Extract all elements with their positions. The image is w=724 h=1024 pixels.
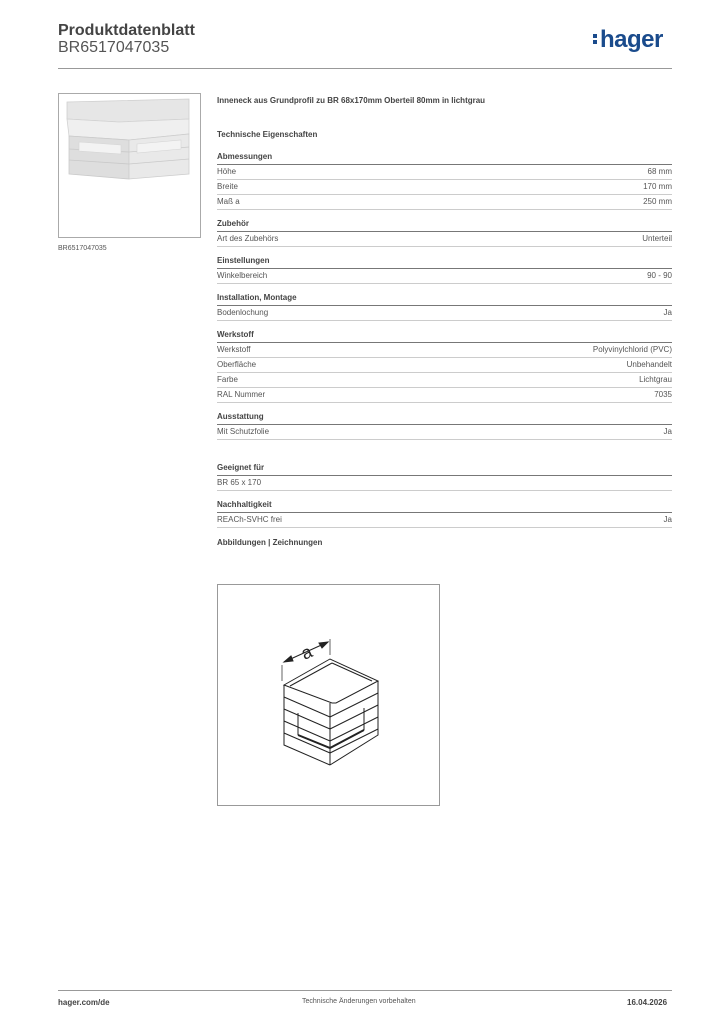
product-thumbnail — [58, 93, 201, 238]
dimension-label: a — [298, 641, 316, 664]
spec-row — [217, 269, 672, 284]
spec-value: 7035 — [654, 390, 672, 399]
spec-content — [217, 96, 672, 552]
spec-row — [217, 358, 672, 373]
spec-value: Ja — [663, 515, 672, 524]
spec-value: Ja — [663, 308, 672, 317]
technical-properties-heading: Technische Eigenschaften — [217, 130, 318, 139]
section-accessory — [217, 219, 672, 247]
section-settings — [217, 256, 672, 284]
section-title: Ausstattung — [217, 412, 672, 425]
section-equipment — [217, 412, 672, 440]
section-title: Installation, Montage — [217, 293, 672, 306]
spec-label: RAL Nummer — [217, 390, 266, 399]
footer-divider — [58, 990, 672, 991]
spec-value: Unterteil — [642, 234, 672, 243]
page-title: Produktdatenblatt — [58, 22, 195, 39]
footer-website-link[interactable]: hager.com/de — [58, 998, 110, 1007]
section-title: Einstellungen — [217, 256, 672, 269]
technical-drawing — [217, 584, 440, 806]
logo-text: hager — [600, 26, 663, 53]
spec-value: 170 mm — [643, 182, 672, 191]
spec-value: Lichtgrau — [639, 375, 672, 384]
section-sustainability — [217, 500, 672, 528]
spec-label: Werkstoff — [217, 345, 251, 354]
spec-label: Farbe — [217, 375, 238, 384]
spec-row — [217, 373, 672, 388]
product-number: BR6517047035 — [58, 39, 170, 56]
corner-drawing-icon — [218, 585, 439, 805]
product-photo-icon — [59, 94, 200, 237]
spec-row — [217, 232, 672, 247]
spec-row — [217, 180, 672, 195]
section-title: Nachhaltigkeit — [217, 500, 672, 513]
spec-label: Maß a — [217, 197, 240, 206]
spec-value: 250 mm — [643, 197, 672, 206]
spec-label: Breite — [217, 182, 238, 191]
spec-value: Unbehandelt — [626, 360, 672, 369]
spec-row — [217, 388, 672, 403]
spec-row — [217, 343, 672, 358]
spec-row — [217, 195, 672, 210]
spec-row — [217, 165, 672, 180]
spec-label: BR 65 x 170 — [217, 478, 262, 487]
hager-logo — [593, 26, 663, 54]
spec-label: Oberfläche — [217, 360, 257, 369]
spec-label: Bodenlochung — [217, 308, 269, 317]
section-installation — [217, 293, 672, 321]
spec-label: Winkelbereich — [217, 271, 268, 280]
header-divider — [58, 68, 672, 69]
spec-row — [217, 476, 672, 491]
section-title: Werkstoff — [217, 330, 672, 343]
spec-value: Ja — [663, 427, 672, 436]
section-suitable-for — [217, 463, 672, 491]
section-material — [217, 330, 672, 403]
footer-date: 16.04.2026 — [627, 998, 668, 1007]
spec-label: Höhe — [217, 167, 237, 176]
spec-row — [217, 513, 672, 528]
product-description: Inneneck aus Grundprofil zu BR 68x170mm Oberteil 80mm in lichtgrau — [217, 96, 486, 105]
section-dimensions — [217, 152, 672, 210]
section-title: Abmessungen — [217, 152, 672, 165]
drawings-heading: Abbildungen | Zeichnungen — [217, 538, 323, 547]
spacer — [217, 449, 672, 463]
spec-label: Art des Zubehörs — [217, 234, 279, 243]
spec-value: Polyvinylchlorid (PVC) — [592, 345, 672, 354]
spec-row — [217, 306, 672, 321]
footer-disclaimer: Technische Änderungen vorbehalten — [302, 998, 416, 1005]
thumbnail-caption: BR6517047035 — [58, 245, 107, 252]
spec-label: Mit Schutzfolie — [217, 427, 270, 436]
spec-value: 90 - 90 — [647, 271, 672, 280]
section-title: Geeignet für — [217, 463, 672, 476]
spec-label: REACh-SVHC frei — [217, 515, 282, 524]
logo-dots-icon — [593, 32, 598, 46]
spec-value: 68 mm — [647, 167, 672, 176]
spec-row — [217, 425, 672, 440]
section-title: Zubehör — [217, 219, 672, 232]
